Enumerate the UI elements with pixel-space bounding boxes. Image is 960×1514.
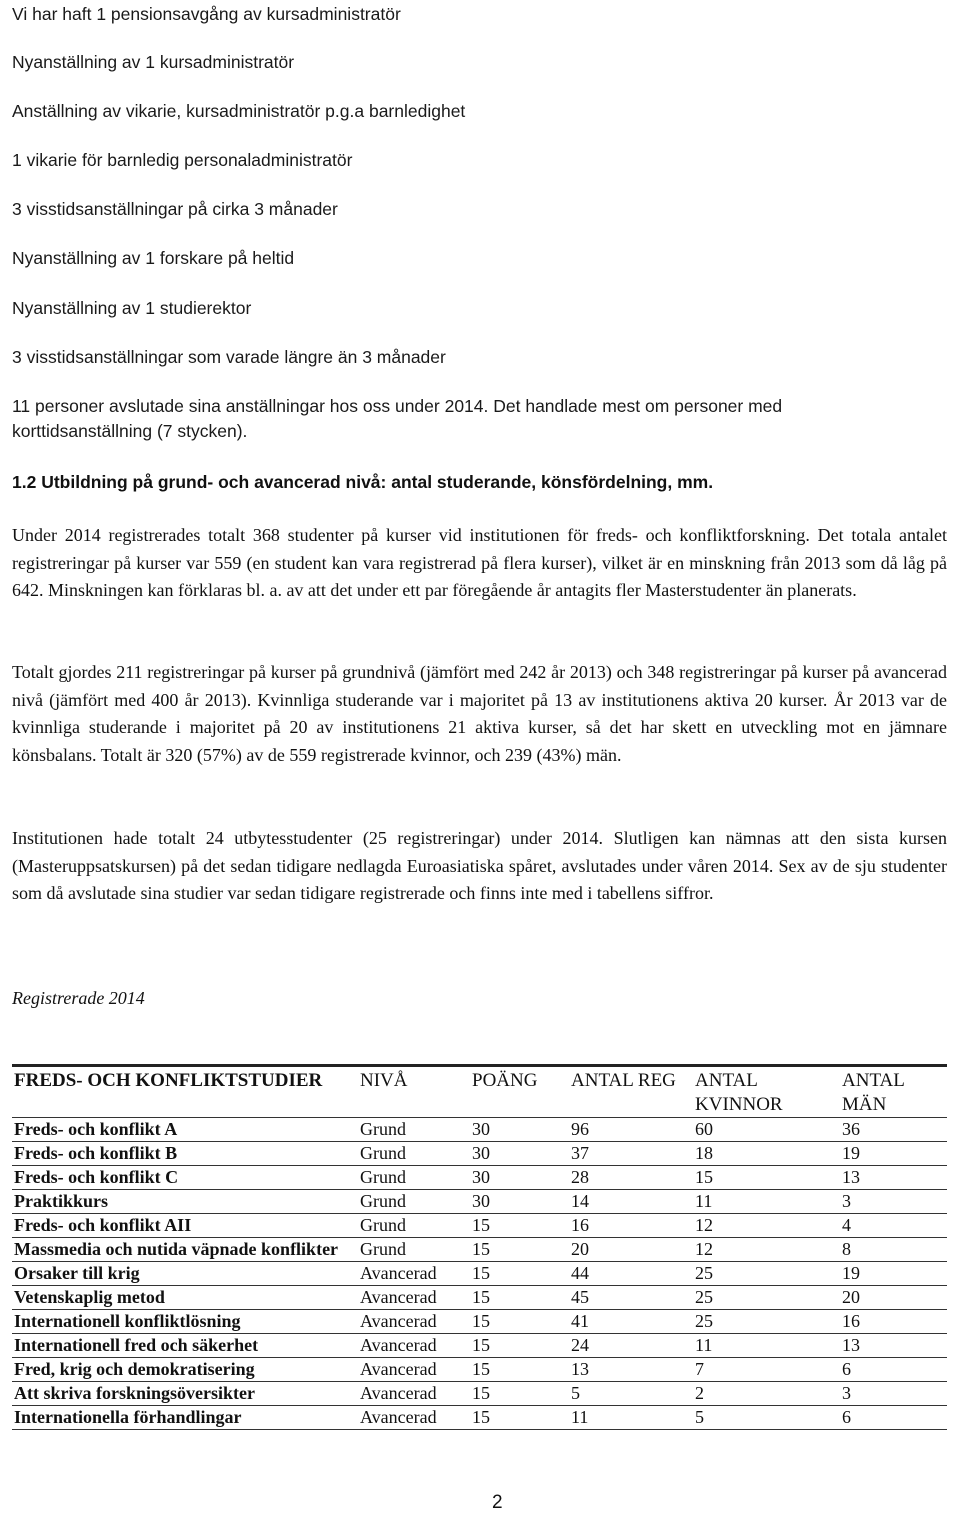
table-cell: Avancerad	[358, 1286, 470, 1310]
table-cell: 11	[569, 1406, 693, 1430]
table-cell: 12	[693, 1214, 840, 1238]
list-line: 1 vikarie för barnledig personaladministratör	[12, 150, 353, 170]
table-cell: 14	[569, 1190, 693, 1214]
course-name-cell: Freds- och konflikt AII	[12, 1214, 358, 1238]
table-cell: Grund	[358, 1118, 470, 1142]
paragraph: Totalt gjordes 211 registreringar på kurser på grundnivå (jämfört med 242 år 2013) och 348 registreringar på kurser på avancerad nivå (jämfört med 400 år 2013). Kvinnliga studerande var i majoritet på 13 av institutionens aktiva 20 kurser. År 2013 var de kvinnliga studerande i majoritet på 20 av institutionens 21 aktiva kurser, så det har skett en utveckling mot en jämnare könsbalans. Totalt är 320 (57%) av de 559 registrerade kvinnor, och 239 (43%) män.	[12, 662, 947, 765]
table-row	[12, 1358, 947, 1382]
list-line: 3 visstidsanställningar som varade längre än 3 månader	[12, 347, 446, 367]
table-cell: Grund	[358, 1142, 470, 1166]
table-cell: 4	[840, 1214, 947, 1238]
table-cell: 16	[840, 1310, 947, 1334]
table-cell: 20	[840, 1286, 947, 1310]
course-name-cell: Fred, krig och demokratisering	[12, 1358, 358, 1382]
table-cell: 15	[470, 1358, 569, 1382]
course-name-cell: Freds- och konflikt A	[12, 1118, 358, 1142]
table-row	[12, 1166, 947, 1190]
table-cell: 25	[693, 1262, 840, 1286]
course-name-cell: Massmedia och nutida väpnade konflikter	[12, 1238, 358, 1262]
list-line: Anställning av vikarie, kursadministratör p.g.a barnledighet	[12, 101, 466, 121]
table-cell: 37	[569, 1142, 693, 1166]
column-header: POÄNG	[470, 1066, 569, 1118]
table-cell: 5	[569, 1382, 693, 1406]
table-cell: 20	[569, 1238, 693, 1262]
table-cell: 28	[569, 1166, 693, 1190]
course-name-cell: Vetenskaplig metod	[12, 1286, 358, 1310]
paragraph: Institutionen hade totalt 24 utbytesstudenter (25 registreringar) under 2014. Slutligen kan nämnas att den sista kursen (Masteruppsatskursen) på det sedan tidigare nedlagda Euroasiatiska spåret, avslutades under våren 2014. Sex av de sju studenter som då avslutade sina studier var sedan tidigare registrerade och finns inte med i tabellens siffror.	[12, 828, 947, 903]
table-row	[12, 1214, 947, 1238]
table-cell: Avancerad	[358, 1310, 470, 1334]
table-cell: 30	[470, 1166, 569, 1190]
table-row	[12, 1334, 947, 1358]
table-cell: 41	[569, 1310, 693, 1334]
table-cell: 11	[693, 1190, 840, 1214]
table-cell: 13	[840, 1334, 947, 1358]
section-heading: 1.2 Utbildning på grund- och avancerad nivå: antal studerande, könsfördelning, mm.	[12, 472, 714, 492]
table-cell: Grund	[358, 1238, 470, 1262]
table-cell: 15	[693, 1166, 840, 1190]
table-cell: 2	[693, 1382, 840, 1406]
table-row	[12, 1262, 947, 1286]
table-cell: 30	[470, 1142, 569, 1166]
table-caption: Registrerade 2014	[12, 988, 145, 1008]
paragraph: Under 2014 registrerades totalt 368 studenter på kurser vid institutionen för freds- och konfliktforskning. Det totala antalet registreringar på kurser var 559 (en student kan vara registrerad på flera kurser), vilket är en minskning från 2013 som då låg på 642. Minskningen kan förklaras bl. a. av att det under ett par föregående år antagits fler Masterstudenter än planerats.	[12, 525, 947, 600]
column-header: FREDS- OCH KONFLIKTSTUDIER	[12, 1066, 358, 1118]
table-cell: Grund	[358, 1166, 470, 1190]
table-cell: 15	[470, 1262, 569, 1286]
table-cell: 24	[569, 1334, 693, 1358]
table-cell: 45	[569, 1286, 693, 1310]
table-cell: 44	[569, 1262, 693, 1286]
table-cell: 96	[569, 1118, 693, 1142]
summary-line: 11 personer avslutade sina anställningar hos oss under 2014. Det handlade mest om personer med	[12, 396, 783, 416]
table-row	[12, 1286, 947, 1310]
table-cell: Grund	[358, 1214, 470, 1238]
column-header: ANTAL KVINNOR	[693, 1066, 840, 1118]
summary-line: korttidsanställning (7 stycken).	[12, 421, 248, 441]
table-cell: 25	[693, 1310, 840, 1334]
table-cell: 30	[470, 1190, 569, 1214]
page-number: 2	[492, 1492, 503, 1513]
table-cell: 13	[840, 1166, 947, 1190]
table-cell: 16	[569, 1214, 693, 1238]
column-header: ANTAL MÄN	[840, 1066, 947, 1118]
course-name-cell: Orsaker till krig	[12, 1262, 358, 1286]
table-cell: Avancerad	[358, 1334, 470, 1358]
table-cell: 15	[470, 1406, 569, 1430]
course-name-cell: Internationell fred och säkerhet	[12, 1334, 358, 1358]
table-cell: Avancerad	[358, 1406, 470, 1430]
table-row	[12, 1310, 947, 1334]
table-cell: 15	[470, 1310, 569, 1334]
table-cell: 15	[470, 1286, 569, 1310]
table-cell: Avancerad	[358, 1382, 470, 1406]
column-header: ANTAL REG	[569, 1066, 693, 1118]
table-cell: Grund	[358, 1190, 470, 1214]
table-cell: 5	[693, 1406, 840, 1430]
table-cell: 19	[840, 1262, 947, 1286]
list-line: Nyanställning av 1 kursadministratör	[12, 52, 295, 72]
table-cell: 13	[569, 1358, 693, 1382]
table-cell: 15	[470, 1382, 569, 1406]
table-cell: 19	[840, 1142, 947, 1166]
table-cell: 6	[840, 1406, 947, 1430]
list-line: Nyanställning av 1 forskare på heltid	[12, 248, 295, 268]
course-name-cell: Freds- och konflikt C	[12, 1166, 358, 1190]
table-cell: 30	[470, 1118, 569, 1142]
course-name-cell: Att skriva forskningsöversikter	[12, 1382, 358, 1406]
list-line: Nyanställning av 1 studierektor	[12, 298, 252, 318]
list-line: 3 visstidsanställningar på cirka 3 månader	[12, 199, 338, 219]
table-cell: Avancerad	[358, 1262, 470, 1286]
table-row	[12, 1382, 947, 1406]
course-name-cell: Praktikkurs	[12, 1190, 358, 1214]
table-row	[12, 1118, 947, 1142]
course-name-cell: Freds- och konflikt B	[12, 1142, 358, 1166]
table-cell: 3	[840, 1190, 947, 1214]
table-cell: 36	[840, 1118, 947, 1142]
table-cell: 12	[693, 1238, 840, 1262]
table-row	[12, 1238, 947, 1262]
table-row	[12, 1142, 947, 1166]
table-cell: 7	[693, 1358, 840, 1382]
table-row	[12, 1190, 947, 1214]
table-cell: 60	[693, 1118, 840, 1142]
registration-table	[12, 1064, 947, 1430]
table-cell: 3	[840, 1382, 947, 1406]
table-cell: 6	[840, 1358, 947, 1382]
column-header: NIVÅ	[358, 1066, 470, 1118]
table-cell: 25	[693, 1286, 840, 1310]
table-header-row	[12, 1066, 947, 1118]
table-cell: 11	[693, 1334, 840, 1358]
table-cell: 18	[693, 1142, 840, 1166]
course-name-cell: Internationell konfliktlösning	[12, 1310, 358, 1334]
table-cell: 15	[470, 1214, 569, 1238]
table-cell: 8	[840, 1238, 947, 1262]
table-cell: 15	[470, 1238, 569, 1262]
list-line: Vi har haft 1 pensionsavgång av kursadministratör	[12, 4, 401, 24]
table-cell: 15	[470, 1334, 569, 1358]
course-name-cell: Internationella förhandlingar	[12, 1406, 358, 1430]
table-cell: Avancerad	[358, 1358, 470, 1382]
table-row	[12, 1406, 947, 1430]
